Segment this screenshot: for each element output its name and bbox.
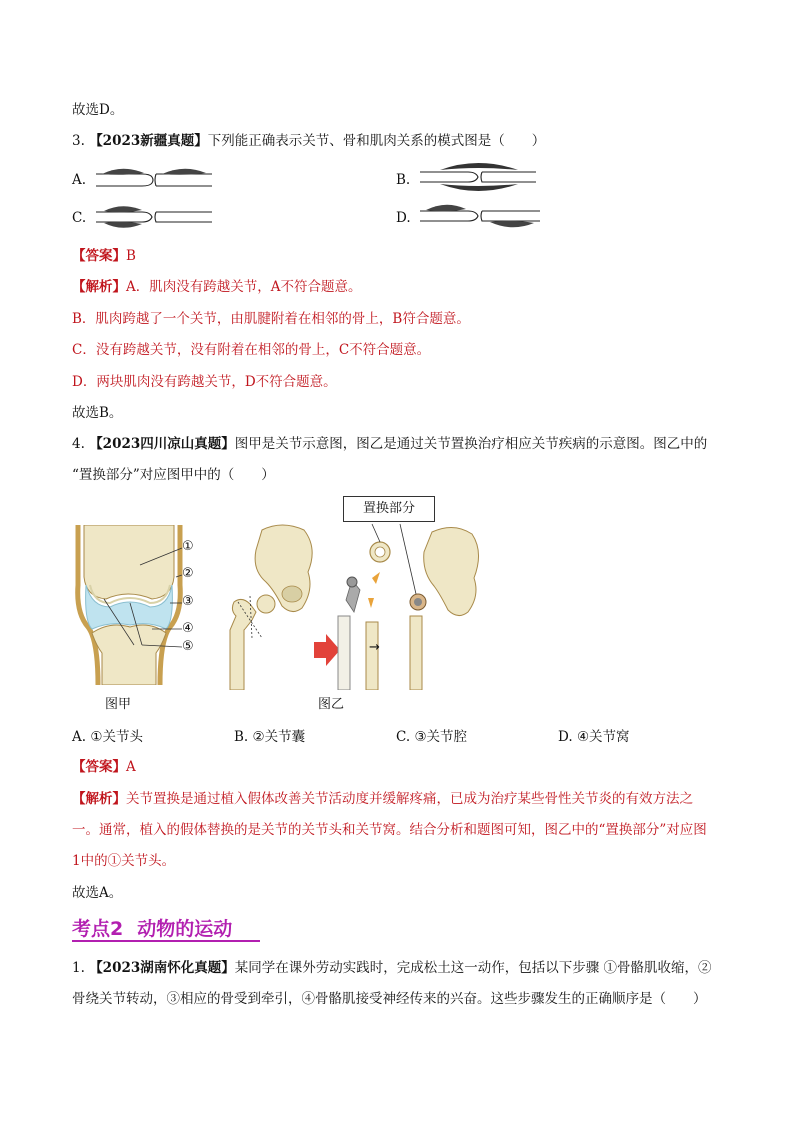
- marker-4: ④: [182, 621, 194, 636]
- q1-stem-line-1: 1. 【2023湖南怀化真题】某同学在课外劳动实践时，完成松土这一动作，包括以下步骤 ①骨骼肌收缩，②: [72, 960, 712, 976]
- q3-analysis-line-4: D．两块肌肉没有跨越关节，D不符合题意。: [72, 374, 337, 390]
- prev-conclusion: 故选D。: [72, 102, 124, 118]
- marker-1: ①: [182, 539, 194, 554]
- q3-analysis-tag: 【解析】: [72, 279, 126, 295]
- marker-3: ③: [182, 594, 194, 609]
- q4-answer-value: A: [126, 759, 136, 775]
- q3-stem: [72, 131, 545, 151]
- figure-hip-replacement-diagram: [222, 520, 484, 690]
- q4-option-a: A. ①关节头: [72, 729, 143, 745]
- q3-option-d-label: D.: [396, 210, 411, 226]
- q4-conclusion: 故选A。: [72, 885, 123, 901]
- q3-answer-tag: 【答案】: [72, 248, 126, 264]
- section-heading-number: 考点2: [72, 918, 124, 940]
- q4-source: 【2023四川凉山真题】: [89, 436, 235, 452]
- q4-answer: [72, 757, 136, 777]
- section-heading: [72, 914, 232, 941]
- q3-option-a-label: A.: [72, 172, 87, 188]
- figure-b-arrow: →: [369, 640, 380, 655]
- q3-analysis-line-3: C．没有跨越关节，没有附着在相邻的骨上，C不符合题意。: [72, 342, 431, 358]
- q4-analysis-line-3: 1中的①关节头。: [72, 853, 176, 869]
- q3-option-c-diagram: [94, 202, 214, 234]
- q3-option-d-diagram: [418, 200, 542, 234]
- figure-a-caption: 图甲: [105, 697, 132, 712]
- q3-option-c-label: C.: [72, 210, 87, 226]
- marker-2: ②: [182, 566, 194, 581]
- q3-source: 【2023新疆真题】: [89, 133, 208, 149]
- q4-option-c: C. ③关节腔: [396, 729, 468, 745]
- q3-option-b-label: B.: [396, 172, 411, 188]
- q3-answer: [72, 246, 136, 266]
- q3-conclusion: 故选B。: [72, 405, 123, 421]
- q4-analysis-line-1: 【解析】关节置换是通过植入假体改善关节活动度并缓解疼痛，已成为治疗某些骨性关节炎的有效方法之: [72, 791, 693, 807]
- q4-number: 4.: [72, 436, 85, 452]
- q4-stem-line-2: “置换部分”对应图甲中的（ ）: [72, 467, 275, 483]
- q4-option-b: B. ②关节囊: [234, 729, 306, 745]
- section-heading-text: 动物的运动: [137, 918, 233, 940]
- q3-number: 3.: [72, 133, 85, 149]
- q4-answer-tag: 【答案】: [72, 759, 126, 775]
- replacement-part-label: 置换部分: [362, 501, 415, 516]
- q1-stem-line-2: 骨绕关节转动，③相应的骨受到牵引，④骨骼肌接受神经传来的兴奋。这些步骤发生的正确顺序是（ ）: [72, 991, 707, 1007]
- section-heading-underline: [72, 940, 260, 942]
- q3-answer-value: B: [126, 248, 136, 264]
- q3-stem-text: 下列能正确表示关节、骨和肌肉关系的模式图是（ ）: [207, 133, 546, 149]
- q3-analysis-line-2: B．肌肉跨越了一个关节，由肌腱附着在相邻的骨上，B符合题意。: [72, 311, 470, 327]
- q4-stem-line-1: 4. 【2023四川凉山真题】图甲是关节示意图，图乙是通过关节置换治疗相应关节疾病的示意图。图乙中的: [72, 436, 708, 452]
- marker-5: ⑤: [182, 639, 194, 654]
- figure-b-caption: 图乙: [318, 697, 345, 712]
- replacement-part-label-box: [343, 496, 435, 522]
- q1-source: 【2023湖南怀化真题】: [89, 960, 235, 976]
- q1-number: 1.: [72, 960, 85, 976]
- q4-analysis-line-2: 一。通常，植入的假体替换的是关节的关节头和关节窝。结合分析和题图可知，图乙中的“置换部分”对应图: [72, 822, 707, 838]
- q3-analysis-line-1: 【解析】A．肌肉没有跨越关节，A不符合题意。: [72, 279, 362, 295]
- q3-option-a-diagram: [94, 166, 214, 194]
- q4-analysis-tag: 【解析】: [72, 791, 126, 807]
- q3-option-b-diagram: [418, 160, 538, 200]
- q4-option-d: D. ④关节窝: [558, 729, 630, 745]
